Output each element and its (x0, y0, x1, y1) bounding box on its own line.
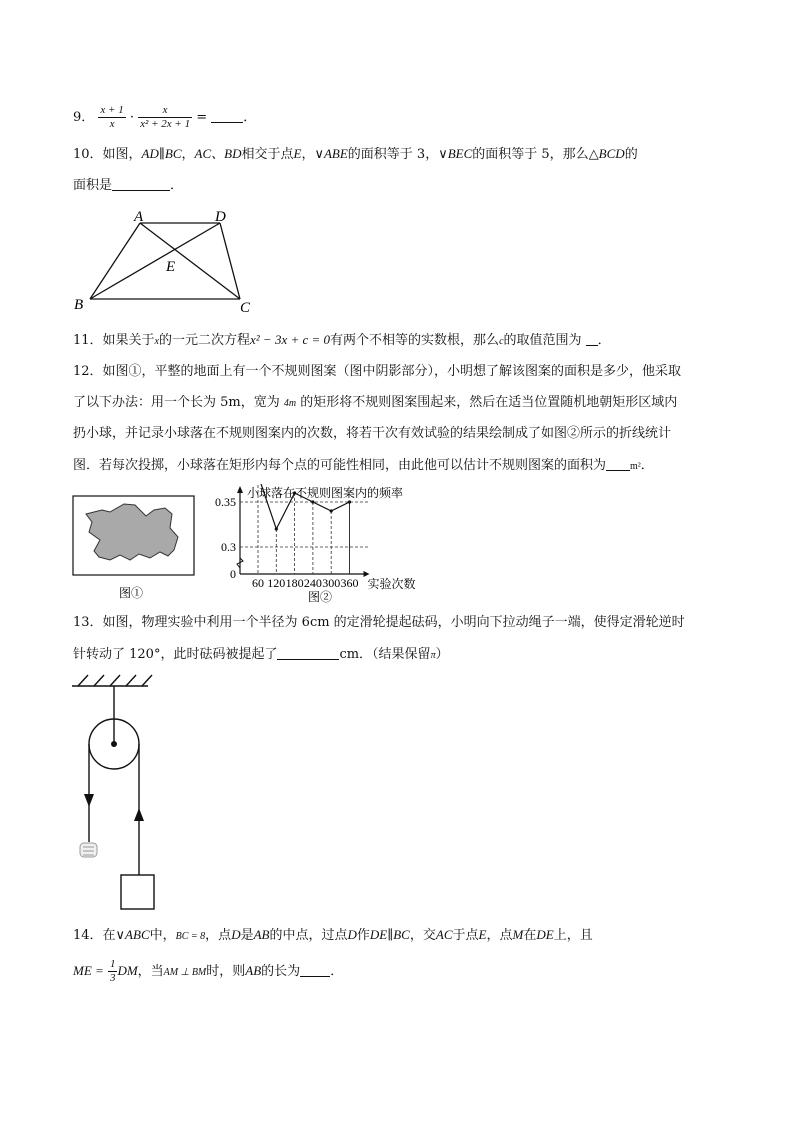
math-triangle-bcd: △BCD (588, 146, 625, 161)
up-arrow-icon (134, 808, 144, 821)
x-tick-label: 180 (285, 576, 304, 590)
data-point (330, 509, 333, 512)
data-point (275, 527, 278, 530)
label-b: B (74, 297, 84, 313)
x-tick-label: 300 (322, 576, 341, 590)
figure-1-caption: 图① (119, 586, 144, 600)
math-triangle-abe: ∨ABE (314, 146, 348, 161)
question-10-line-1: 10．如图，AD∥BC，AC、BD相交于点E，∨ABE的面积等于 3，∨BEC的面积等于 5，那么△BCD的 (73, 146, 638, 162)
equals-sign: = (196, 110, 208, 125)
x-tick-label: 60 (252, 576, 264, 590)
label-e: E (166, 259, 176, 275)
math-equation: x² − 3x + c = 0 (250, 332, 331, 347)
label-c: C (240, 300, 251, 315)
dot-operator: · (129, 110, 135, 125)
x-axis-label: 实验次数 (367, 577, 416, 591)
math-triangle-bec: ∨BEC (438, 146, 473, 161)
answer-blank[interactable] (277, 646, 339, 660)
question-12-line-1: 12．如图①，平整的地面上有一个不规则图案（图中阴影部分），小明想了解该图案的面积是多少，他采取 (73, 364, 682, 379)
question-12-line-4: 图．若每次投掷，小球落在矩形内每个点的可能性相同，由此他可以估计不规则图案的面积为 m²． (73, 458, 654, 473)
answer-blank[interactable] (112, 177, 170, 191)
pulley-figure (70, 672, 160, 912)
question-number: 9． (73, 110, 95, 125)
answer-blank[interactable] (300, 963, 330, 977)
data-point (311, 500, 314, 503)
question-9: 9． $\frac{x + 1}{x}$ · $\frac{x}{\text{x² + 2x + 1}}$ = ． (73, 104, 257, 130)
y-tick-label: 0.35 (215, 495, 236, 509)
chart-title: 小球落在不规则图案内的频率 (247, 486, 404, 500)
fraction-2: $\frac{x}{\text{x² + 2x + 1}}$ (140, 104, 191, 130)
math-ad-parallel-bc: AD∥BC (141, 146, 182, 161)
fraction-1: $\frac{x + 1}{x}$ (100, 104, 124, 130)
x-tick-label: 360 (340, 576, 359, 590)
figure-1-irregular-shape (72, 494, 197, 606)
trapezoid-figure (70, 205, 260, 315)
y-axis-arrow-icon (237, 486, 243, 493)
question-14-line-2: ME = $\frac{1}{3}$ DM，当AM ⊥ BM时，则AB的长为 ． (73, 958, 344, 984)
question-11: 11．如果关于x的一元二次方程x² − 3x + c = 0有两个不相等的实数根，那么c的取值范围为 ． (73, 332, 611, 348)
answer-blank[interactable] (586, 332, 598, 346)
label-d: D (215, 209, 226, 225)
y-tick-label: 0 (230, 567, 236, 581)
question-13-line-1: 13．如图，物理实验中利用一个半径为 6cm 的定滑轮提起砝码，小明向下拉动绳子一端，使得定滑轮逆时 (73, 615, 685, 630)
question-14-line-1: 14．在∨ABC中，BC = 8，点D是AB的中点，过点D作DE∥BC，交AC于点E，点M在DE上，且 (73, 927, 593, 943)
question-13-line-2: 针转动了 120°，此时砝码被提起了 cm．（结果保留π） (73, 647, 449, 662)
data-point (348, 500, 351, 503)
hand-icon (80, 843, 97, 857)
fraction-one-third: $\frac{1}{3}$ (109, 958, 116, 984)
x-tick-label: 120 (267, 576, 286, 590)
pulley-axle (111, 741, 117, 747)
question-10-line-2: 面积是 ． (73, 178, 184, 193)
figure-2-line-chart (210, 484, 460, 606)
answer-blank[interactable] (606, 457, 630, 471)
x-tick-label: 240 (303, 576, 322, 590)
question-12-line-2: 了以下办法：用一个长为 5m，宽为 4m 的矩形将不规则图案围起来，然后在适当位置随机地朝矩形区域内 (73, 395, 678, 410)
down-arrow-icon (84, 794, 94, 807)
question-12-line-3: 扔小球，并记录小球落在不规则图案内的次数，将若干次有效试验的结果绘制成了如图②所示的折线统计 (73, 426, 672, 441)
math-ac-bd: AC、BD (194, 146, 242, 161)
label-a: A (134, 209, 144, 225)
y-tick-label: 0.3 (221, 540, 236, 554)
figure-2-caption: 图② (308, 590, 333, 604)
answer-blank[interactable] (211, 109, 243, 123)
